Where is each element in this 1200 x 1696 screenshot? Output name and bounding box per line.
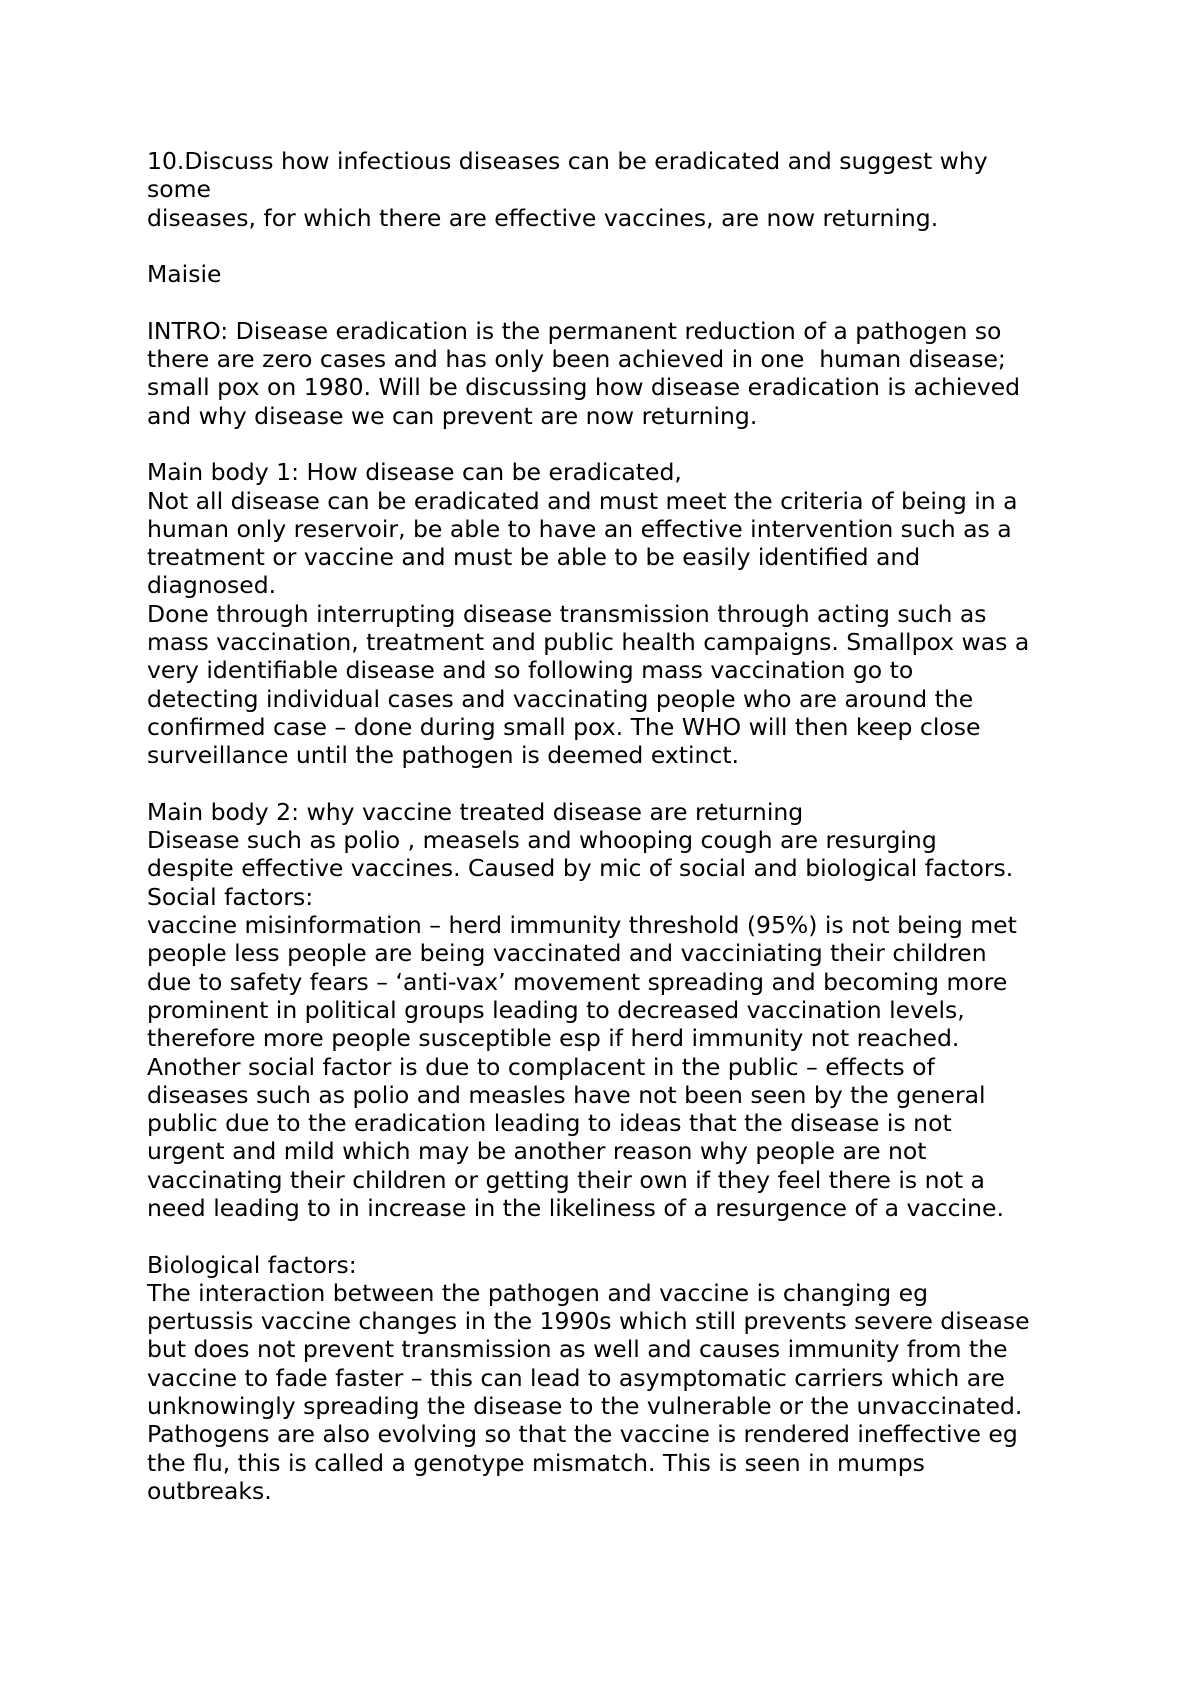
body-line: vaccine misinformation – herd immunity threshold (95%) is not being met [147, 911, 1017, 940]
body-line: people less people are being vaccinated and vacciniating their children [147, 939, 987, 968]
body-line: treatment or vaccine and must be able to be easily identified and [147, 543, 921, 572]
biological-factors-section [147, 1251, 1087, 1506]
body-line: therefore more people susceptible esp if herd immunity not reached. [147, 1024, 960, 1053]
body-line: prominent in political groups leading to decreased vaccination levels, [147, 995, 965, 1024]
body-line: diagnosed. [147, 571, 277, 600]
section-heading: Main body 1: How disease can be eradicated, [147, 458, 682, 487]
body-line: need leading to in increase in the likeliness of a resurgence of a vaccine. [147, 1193, 1004, 1222]
intro-line: and why disease we can prevent are now returning. [147, 401, 758, 430]
body-line: surveillance until the pathogen is deemed extinct. [147, 741, 740, 770]
body-line: Disease such as polio , measels and whooping cough are resurging [147, 826, 937, 855]
body-line: very identifiable disease and so following mass vaccination go to [147, 656, 914, 685]
body-line: urgent and mild which may be another reason why people are not [147, 1137, 927, 1166]
body-line: but does not prevent transmission as well and causes immunity from the [147, 1335, 1008, 1364]
body-line: public due to the eradication leading to ideas that the disease is not [147, 1109, 952, 1138]
body-line: vaccinating their children or getting their own if they feel there is not a [147, 1165, 985, 1194]
intro-line: small pox on 1980. Will be discussing how disease eradication is achieved [147, 373, 1021, 402]
body-line: confirmed case – done during small pox. The WHO will then keep close [147, 712, 981, 741]
paragraph-gap [147, 1222, 1087, 1250]
main-body-1-section [147, 458, 1087, 769]
body-line: mass vaccination, treatment and public health campaigns. Smallpox was a [147, 628, 1030, 657]
intro-line: INTRO: Disease eradication is the permanent reduction of a pathogen so [147, 316, 1002, 345]
paragraph-gap [147, 430, 1087, 458]
body-line: despite effective vaccines. Caused by mic of social and biological factors. [147, 854, 1014, 883]
paragraph-gap [147, 232, 1087, 260]
section-heading: Main body 2: why vaccine treated disease are returning [147, 797, 804, 826]
body-line: The interaction between the pathogen and vaccine is changing eg [147, 1278, 929, 1307]
body-line: human only reservoir, be able to have an effective intervention such as a [147, 514, 1012, 543]
paragraph-gap [147, 770, 1087, 798]
main-body-2-section [147, 798, 1087, 1222]
intro-line: there are zero cases and has only been achieved in one human disease; [147, 345, 1006, 374]
body-line: Another social factor is due to complacent in the public – effects of [147, 1052, 935, 1081]
body-line: detecting individual cases and vaccinating people who are around the [147, 684, 974, 713]
document-body [147, 147, 1087, 1505]
body-line: Pathogens are also evolving so that the vaccine is rendered ineffective eg [147, 1420, 1018, 1449]
intro-paragraph [147, 317, 1087, 430]
body-line: Done through interrupting disease transmission through acting such as [147, 599, 987, 628]
body-line: diseases such as polio and measles have not been seen by the general [147, 1080, 986, 1109]
body-line: unknowingly spreading the disease to the vulnerable or the unvaccinated. [147, 1392, 1023, 1421]
question-line: 10.Discuss how infectious diseases can be eradicated and suggest why [147, 147, 988, 175]
paragraph-gap [147, 288, 1087, 316]
body-line: the flu, this is called a genotype mismatch. This is seen in mumps [147, 1448, 925, 1477]
subheading: Biological factors: [147, 1250, 357, 1279]
body-line: pertussis vaccine changes in the 1990s which still prevents severe disease [147, 1307, 1030, 1336]
question-line: diseases, for which there are effective vaccines, are now returning. [147, 203, 939, 232]
body-line: outbreaks. [147, 1476, 272, 1505]
author-name: Maisie [147, 260, 222, 289]
subheading: Social factors: [147, 882, 314, 911]
body-line: vaccine to fade faster – this can lead to asymptomatic carriers which are [147, 1363, 1005, 1392]
question-block [147, 147, 1087, 232]
question-line: some [147, 175, 211, 204]
body-line: Not all disease can be eradicated and must meet the criteria of being in a [147, 486, 1018, 515]
body-line: due to safety fears – ‘anti-vax’ movement spreading and becoming more [147, 967, 1008, 996]
